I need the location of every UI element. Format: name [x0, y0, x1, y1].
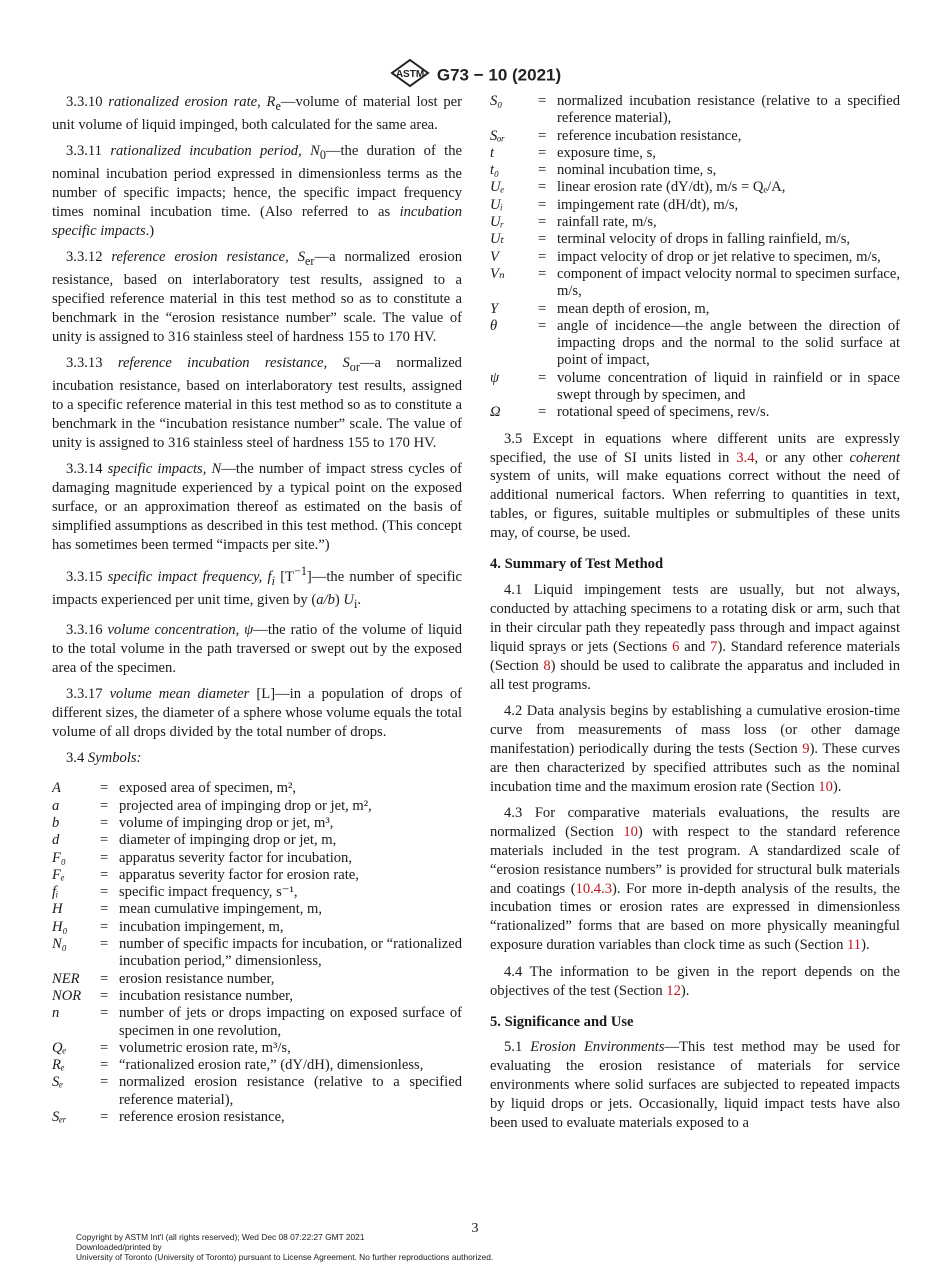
symbol-definition: number of specific impacts for incubation, or “rationalized incubation period,” dimensionless,: [119, 936, 462, 970]
equals-sign: =: [538, 300, 547, 317]
link-section-12[interactable]: 12: [666, 982, 681, 999]
symbols-table-left: [52, 780, 462, 1126]
para-4-4: 4.4 The information to be given in the report depends on the objectives of the test (Section 12).: [490, 963, 900, 999]
link-section-6[interactable]: 6: [672, 638, 680, 655]
symbol-row: [490, 145, 900, 162]
symbol-row: [52, 1109, 462, 1126]
symbol: b: [52, 814, 60, 831]
symbol-definition: specific impact frequency, s⁻¹,: [119, 884, 298, 901]
link-section-10[interactable]: 10: [623, 823, 638, 840]
equals-sign: =: [538, 404, 547, 421]
link-section-9[interactable]: 9: [802, 740, 810, 757]
symbol: a: [52, 797, 60, 814]
para-4-3: 4.3 For comparative materials evaluations, the results are normalized (Section 10) with respect to the standard reference materials included in the test program. A standardized scale of “erosion resistance numbers” is provided for structural bulk materials and coatings (10.4.3). For more in-depth analysis of the results, the incubation times or erosion rates are expressed in dimensionless “rationalized” forms that are based on more physically meaningful exposure duration variables than clock time as such (Section 11).: [490, 804, 900, 954]
symbol-definition: component of impact velocity normal to specimen surface, m/s,: [557, 265, 900, 300]
symbol: S₀: [490, 93, 503, 109]
symbol-definition: rainfall rate, m/s,: [557, 214, 657, 231]
symbol-row: [52, 1040, 462, 1057]
astm-logo-icon: [389, 58, 431, 93]
symbol-row: [52, 936, 462, 971]
symbol-definition: impingement rate (dH/dt), m/s,: [557, 196, 739, 213]
equals-sign: =: [100, 1074, 109, 1091]
symbol-row: [490, 301, 900, 318]
symbol-row: [490, 318, 900, 370]
link-section-11[interactable]: 11: [847, 937, 862, 954]
link-section-8[interactable]: 8: [543, 657, 551, 674]
symbol: NOR: [52, 987, 82, 1004]
symbol-row: [52, 919, 462, 936]
symbol-definition: erosion resistance number,: [119, 970, 275, 987]
footer-line-2: Downloaded/printed by: [76, 1242, 162, 1253]
symbol-row: [490, 249, 900, 266]
equals-sign: =: [100, 814, 109, 831]
symbol: Uₜ: [490, 231, 505, 248]
equals-sign: =: [100, 849, 109, 866]
symbol-definition: angle of incidence—the angle between the direction of impacting drops and the normal to the solid surface at point of impact,: [557, 317, 900, 369]
symbol-definition: apparatus severity factor for erosion rate,: [119, 866, 359, 883]
symbol-row: [490, 214, 900, 231]
symbols-table-right: [490, 93, 900, 422]
symbol-row: [52, 901, 462, 918]
symbol-definition: normalized erosion resistance (relative to a specified reference material),: [119, 1074, 462, 1108]
equals-sign: =: [538, 162, 547, 179]
symbol: Sₑ: [52, 1074, 64, 1091]
symbol-row: [52, 884, 462, 901]
link-section-3-4[interactable]: 3.4: [736, 449, 755, 466]
equals-sign: =: [538, 196, 547, 213]
symbol-row: [490, 197, 900, 214]
symbol-definition: impact velocity of drop or jet relative to specimen, m/s,: [557, 248, 881, 265]
symbol: N₀: [52, 936, 67, 953]
equals-sign: =: [100, 1109, 109, 1126]
symbol-row: [490, 179, 900, 196]
symbol: Fₑ: [52, 866, 65, 883]
copyright-footer: [76, 1232, 493, 1263]
equals-sign: =: [100, 970, 109, 987]
symbol-row: [52, 850, 462, 867]
para-3-3-16: 3.3.16 volume concentration, ψ—the ratio of the volume of liquid to the total volume in the path traversed or swept out by the exposed area of the specimen.: [52, 622, 463, 676]
symbol-row: [52, 988, 462, 1005]
equals-sign: =: [538, 93, 547, 109]
symbol-definition: linear erosion rate (dY/dt), m/s = Qₑ/A,: [557, 179, 786, 196]
link-section-7[interactable]: 7: [710, 638, 718, 655]
equals-sign: =: [538, 231, 547, 248]
logo-text: ASTM: [395, 69, 425, 80]
left-column: [52, 93, 462, 1126]
symbol: Ω: [490, 404, 501, 421]
symbol-definition: incubation resistance number,: [119, 987, 294, 1004]
equals-sign: =: [100, 797, 109, 814]
symbol-row: [490, 128, 900, 145]
equals-sign: =: [100, 936, 109, 953]
equals-sign: =: [100, 1057, 109, 1074]
symbol-row: [490, 370, 900, 405]
symbol: d: [52, 832, 60, 849]
right-column: [490, 93, 900, 1140]
para-3-3-14: 3.3.14 specific impacts, N—the number of impact stress cycles of damaging magnitude experienced by a typical point on the exposed surface, or an approximation thereof as estimated on the basis of simplified assumptions as described in this test method. (This concept has sometimes been termed “impacts per site.”): [52, 461, 463, 553]
symbol: Uₑ: [490, 179, 505, 196]
document-designation: G73 − 10 (2021): [436, 65, 562, 85]
symbol: t₀: [490, 162, 500, 179]
symbol-definition: normalized incubation resistance (relative to a specified reference material),: [557, 93, 900, 127]
symbol: F₀: [52, 849, 66, 866]
section-4-heading: 4. Summary of Test Method: [490, 556, 664, 573]
equals-sign: =: [538, 179, 547, 196]
footer-line-3: University of Toronto (University of Toronto) pursuant to License Agreement. No further reproductions authorized.: [76, 1252, 494, 1263]
symbol-definition: terminal velocity of drops in falling rainfield, m/s,: [557, 231, 851, 248]
page-number: 3: [471, 1221, 479, 1236]
symbol-row: [490, 404, 900, 421]
link-section-10[interactable]: 10: [818, 778, 833, 795]
symbol-definition: volume of impinging drop or jet, m³,: [119, 814, 334, 831]
equals-sign: =: [538, 214, 547, 231]
symbols-heading: 3.4 Symbols:: [66, 750, 142, 767]
equals-sign: =: [538, 317, 547, 334]
symbol-row: [52, 832, 462, 849]
equals-sign: =: [538, 144, 547, 161]
link-section-10-4-3[interactable]: 10.4.3: [575, 880, 613, 897]
symbol-definition: volume concentration of liquid in rainfield or in space swept through by specimen, and: [557, 369, 900, 404]
equals-sign: =: [100, 918, 109, 935]
symbol-definition: incubation impingement, m,: [119, 918, 284, 935]
equals-sign: =: [538, 248, 547, 265]
symbol-definition: exposure time, s,: [557, 144, 656, 161]
symbol-definition: reference incubation resistance,: [557, 127, 742, 144]
symbol: H₀: [52, 918, 68, 935]
para-3-3-10: 3.3.10 rationalized erosion rate, $R_e—volume$ of material lost per unit volume of liquid impinged, both calculated for the same area.: [52, 94, 462, 133]
symbol-definition: mean depth of erosion, m,: [557, 300, 710, 317]
symbol: Vₙ: [490, 265, 505, 282]
symbol-definition: projected area of impinging drop or jet, m²,: [119, 797, 372, 814]
symbol-row: [52, 1005, 462, 1040]
symbol: Rₑ: [52, 1057, 65, 1074]
symbol-definition: number of jets or drops impacting on exposed surface of specimen in one revolution,: [119, 1005, 462, 1039]
para-3-3-17: 3.3.17 volume mean diameter [L]—in a population of drops of different sizes, the diameter of a sphere whose volume equals the total volume of all drops divided by the total number of drops.: [52, 686, 462, 741]
symbol-definition: volumetric erosion rate, m³/s,: [119, 1039, 291, 1056]
equals-sign: =: [538, 127, 547, 144]
section-5-heading: 5. Significance and Use: [490, 1013, 634, 1030]
symbol: Qₑ: [52, 1039, 67, 1056]
symbol: A: [52, 780, 61, 797]
equals-sign: =: [100, 884, 109, 901]
symbol-row: [490, 231, 900, 248]
equals-sign: =: [100, 832, 109, 849]
symbol-row: [52, 798, 462, 815]
para-3-5: 3.5 Except in equations where different units are expressly specified, the use of SI units listed in 3.4, or any other coherent system of units, will make equations correct without the need of additional numerical factors. When referring to quantities in text, tables, or figures, suitable multiples or submultiples of these units may, of course, be used.: [490, 430, 900, 542]
symbol: t: [490, 144, 495, 161]
equals-sign: =: [100, 987, 109, 1004]
symbol-row: [490, 266, 900, 301]
para-3-3-15: 3.3.15 specific impact frequency, $f_i$ $[T^{-1}]—the$ number of specific impacts experienced per unit time, given by (a/b) $U_i$.: [52, 564, 462, 611]
para-4-1: 4.1 Liquid impingement tests are usually, but not always, conducted by attaching specimens to a rotating disk or arm, such that in their circular path they repeatedly pass through and impact against liquid sprays or jets (Sections 6 and 7). Standard reference materials (Section 8) should be used to calibrate the apparatus and included in all test programs.: [490, 581, 901, 693]
symbol: Sₒᵣ: [490, 127, 506, 144]
symbol-definition: mean cumulative impingement, m,: [119, 901, 323, 918]
symbol: V: [490, 248, 499, 265]
equals-sign: =: [100, 1039, 109, 1056]
symbol-row: [490, 93, 900, 128]
para-3-3-12: 3.3.12 reference erosion resistance, $S_{er}—a$ normalized erosion resistance, based on interlaboratory test results, assigned to a specified reference material in this test method so as to constitute a benchmark in the “erosion resistance number” scale. The value of unity is assigned to 316 stainless steel of hardness 155 to 170 HV.: [52, 249, 462, 345]
symbol-row: [52, 1074, 462, 1109]
symbol-definition: exposed area of specimen, m²,: [119, 780, 296, 797]
symbol: Y: [490, 300, 499, 317]
para-3-3-11: 3.3.11 rationalized incubation period, $N_0—the$ duration of the nominal incubation period expressed in dimensionless terms as the number of specific impacts; hence, the specific impact frequency times nominal incubation time. (Also referred to as incubation specific impacts.): [52, 143, 462, 239]
equals-sign: =: [100, 866, 109, 883]
symbol: n: [52, 1005, 60, 1022]
symbol: NER: [52, 970, 80, 987]
symbol-row: [490, 162, 900, 179]
equals-sign: =: [100, 1005, 109, 1022]
page-header: [0, 58, 950, 93]
symbol-definition: diameter of impinging drop or jet, m,: [119, 832, 337, 849]
para-5-1: 5.1 Erosion Environments—This test method may be used for evaluating the erosion resistance of materials for service environments where solid surfaces are subjected to repeated impacts by liquid drops or jets. Occasionally, liquid impact tests have also been used to evaluate materials exposed to a: [490, 1039, 900, 1132]
symbol-row: [52, 780, 462, 797]
symbol: Uᵣ: [490, 214, 505, 231]
symbol-row: [52, 1057, 462, 1074]
symbol: fᵢ: [52, 884, 59, 901]
symbol-row: [52, 971, 462, 988]
symbol: H: [52, 901, 63, 918]
para-4-2: 4.2 Data analysis begins by establishing a cumulative erosion-time curve from measurements of mass loss (or other damage manifestation) periodically during the tests (Section 9). These curves are then characterized by specified attributes such as the nominal incubation time and the maximum erosion rate (Section 10).: [490, 702, 900, 795]
symbol: Sₑᵣ: [52, 1109, 67, 1126]
symbol-row: [52, 867, 462, 884]
symbol-definition: rotational speed of specimens, rev/s.: [557, 404, 770, 421]
symbol: ψ: [490, 369, 500, 386]
symbol-definition: apparatus severity factor for incubation,: [119, 849, 353, 866]
equals-sign: =: [538, 265, 547, 282]
symbol-definition: reference erosion resistance,: [119, 1109, 285, 1126]
symbol: θ: [490, 317, 498, 334]
para-3-3-13: 3.3.13 reference incubation resistance, $S_{or}—a$ normalized incubation resistance, based on interlaboratory test results, assigned to a specific reference material in this test method so as to constitute a benchmark in the “incubation resistance number” scale. The value of unity is assigned to 316 stainless steel of hardness 155 to 170 HV.: [52, 355, 462, 451]
symbol-row: [52, 815, 462, 832]
symbol-definition: nominal incubation time, s,: [557, 162, 717, 179]
symbol-definition: “rationalized erosion rate,” (dY/dH), dimensionless,: [119, 1057, 424, 1074]
equals-sign: =: [100, 901, 109, 918]
footer-line-1: Copyright by ASTM Int'l (all rights reserved); Wed Dec 08 07:22:27 GMT 2021: [76, 1232, 365, 1242]
equals-sign: =: [538, 369, 547, 386]
symbol: Uᵢ: [490, 196, 503, 213]
equals-sign: =: [100, 780, 109, 797]
